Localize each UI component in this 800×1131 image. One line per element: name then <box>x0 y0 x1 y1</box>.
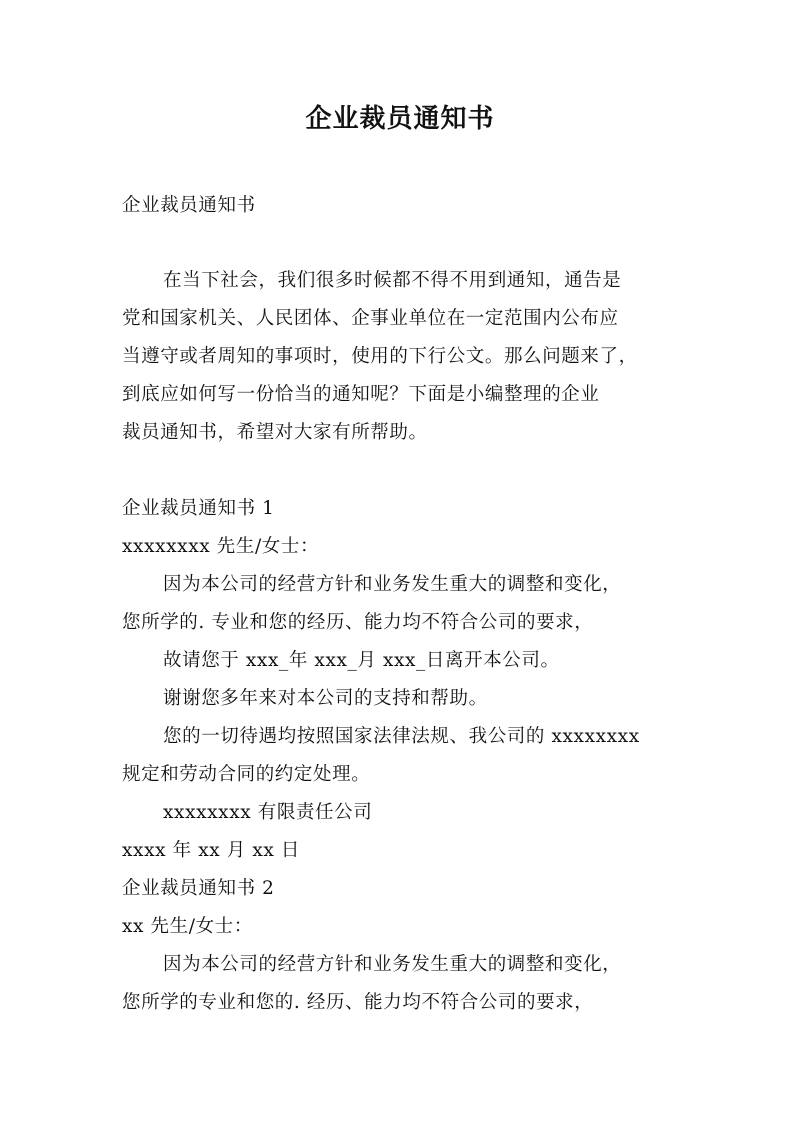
notice1-heading: 企业裁员通知书 1 <box>122 498 275 519</box>
notice1-body-line-3: 故请您于 xxx_年 xxx_月 xxx_日离开本公司。 <box>163 650 560 671</box>
notice1-date: xxxx 年 xx 月 xx 日 <box>122 840 300 861</box>
notice1-salutation: xxxxxxxx 先生/女士： <box>122 536 320 557</box>
notice1-body-line-6: 规定和劳动合同的约定处理。 <box>122 764 371 785</box>
notice1-body-line-2: 您所学的. 专业和您的经历、能力均不符合公司的要求， <box>122 612 594 633</box>
intro-line-1: 在当下社会，我们很多时候都不得不用到通知，通告是 <box>163 270 622 291</box>
notice1-company: xxxxxxxx 有限责任公司 <box>163 802 373 823</box>
intro-line-5: 裁员通知书，希望对大家有所帮助。 <box>122 422 428 443</box>
notice2-body-line-2: 您所学的专业和您的. 经历、能力均不符合公司的要求， <box>122 992 594 1013</box>
notice2-heading: 企业裁员通知书 2 <box>122 878 275 899</box>
document-subtitle: 企业裁员通知书 <box>122 195 256 216</box>
document-title: 企业裁员通知书 <box>305 104 495 134</box>
intro-line-3: 当遵守或者周知的事项时，使用的下行公文。那么问题来了， <box>122 346 638 367</box>
notice1-body-line-4: 谢谢您多年来对本公司的支持和帮助。 <box>163 688 488 709</box>
notice1-body-line-5: 您的一切待遇均按照国家法律法规、我公司的 xxxxxxxx <box>163 726 640 747</box>
notice1-body-line-1: 因为本公司的经营方针和业务发生重大的调整和变化， <box>163 574 622 595</box>
intro-line-4: 到底应如何写一份恰当的通知呢？下面是小编整理的企业 <box>122 384 600 405</box>
intro-line-2: 党和国家机关、人民团体、企事业单位在一定范围内公布应 <box>122 308 619 329</box>
notice2-salutation: xx 先生/女士： <box>122 916 253 937</box>
notice2-body-line-1: 因为本公司的经营方针和业务发生重大的调整和变化， <box>163 954 622 975</box>
